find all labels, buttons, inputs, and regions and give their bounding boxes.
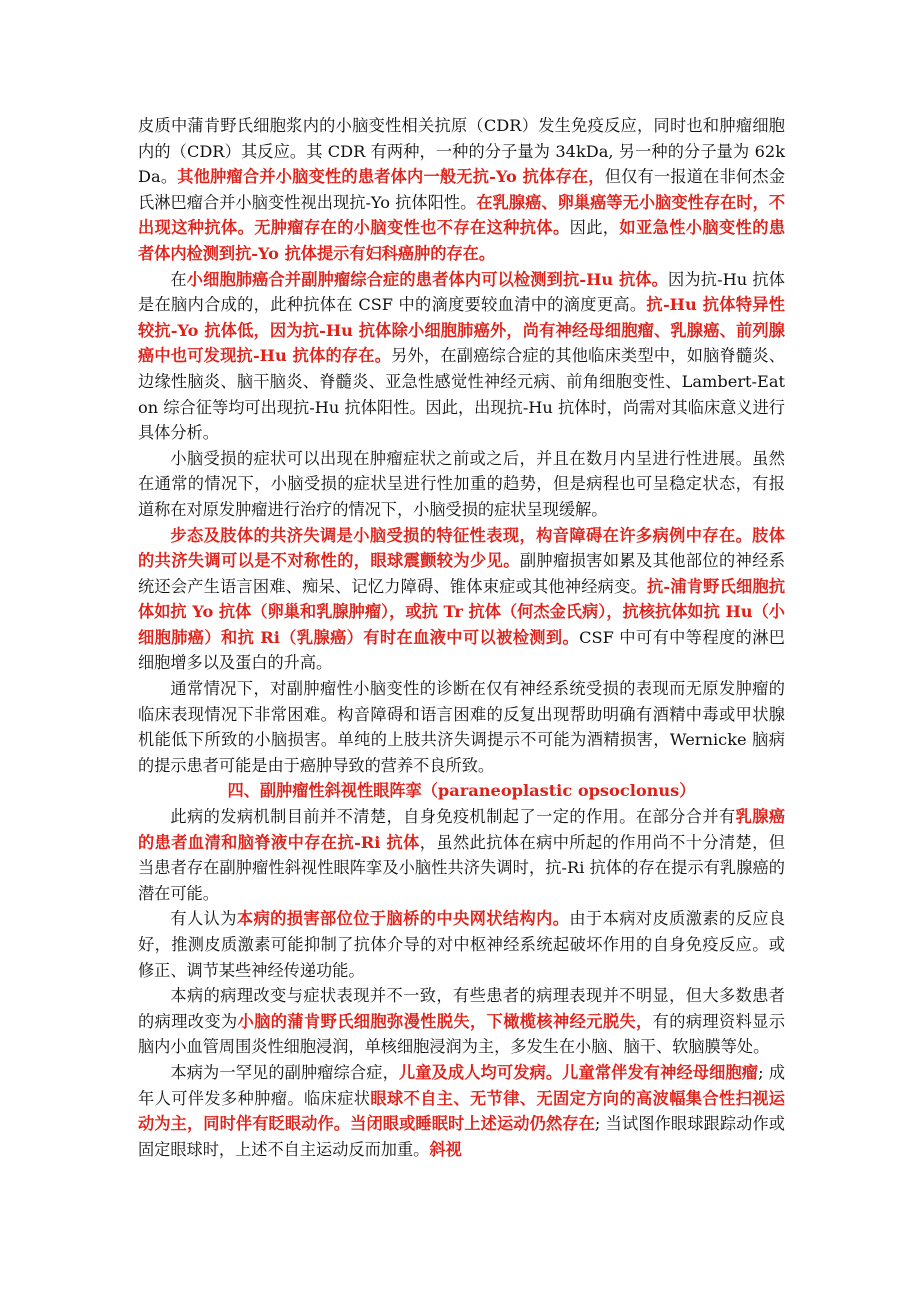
text-run: CSF 中可有中等程度的淋巴细胞增多以及蛋白的升高。 (138, 627, 785, 673)
document-body (138, 113, 785, 1162)
text-run: 有人认为 (170, 909, 237, 929)
text-run: 因为抗-Hu 抗体是在脑内合成的，此种抗体在 CSF 中的滴度要较血清中的滴度更高。 (138, 269, 785, 315)
text-run: 在 (170, 269, 187, 289)
highlighted-text: 小脑的蒲肯野氏细胞弥漫性脱失，下橄榄核神经元脱失， (237, 1011, 653, 1031)
text-run: 此病的发病机制目前并不清楚，自身免疫机制起了一定的作用。在部分合并有 (170, 807, 736, 827)
text-run: 由于本病对皮质激素的反应良好，推测皮质激素可能抑制了抗体介导的对中枢神经系统起破坏作用的自身免疫反应。或修正、调节某些神经传递功能。 (138, 909, 786, 980)
text-run: 副肿瘤损害如累及其他部位的神经系统还会产生语言困难、痴呆、记忆力障碍、锥体束症或其他神经病变。 (138, 551, 786, 596)
highlighted-text: 本病的损害部位位于脑桥的中央网状结构内。 (236, 909, 570, 929)
highlighted-text: 乳腺癌的患者血清和脑脊液中存在抗-Ri 抗体 (138, 807, 786, 852)
text-run: 因此， (569, 218, 620, 238)
text-run: 本病为一罕见的副肿瘤综合症， (170, 1062, 399, 1082)
text-run: 通常情况下，对副肿瘤性小脑变性的诊断在仅有神经系统受损的表现而无原发肿瘤的临床表现情况下非常困难。构音障碍和语言困难的反复出现帮助明确有酒精中毒或甲状腺机能低下所致的小脑损害。单纯的上肢共济失调提示不可能为酒精损害，Wernicke 脑病的提示患者可能是由于癌肿导致的营养不良所致。 (138, 679, 785, 775)
text-run: 小脑受损的症状可以出现在肿瘤症状之前或之后，并且在数月内呈进行性进展。虽然在通常的情况下，小脑受损的症状呈进行性加重的趋势，但是病程也可呈稳定状态，有报道称在对原发肿瘤进行治疗的情况下，小脑受损的症状呈现缓解。 (138, 448, 785, 519)
highlighted-text: 抗-浦肯野氏细胞抗体如抗 Yo 抗体（卵巢和乳腺肿瘤），或抗 Tr 抗体（何杰金氏病），抗核抗体如抗 Hu（小细胞肺癌）和抗 Ri（乳腺癌）有时在血液中可以被检测到。 (138, 576, 786, 647)
body-paragraph (138, 113, 785, 267)
highlighted-text: 眼球不自主、无节律、无固定方向的高波幅集合性扫视运动为主，同时伴有眨眼动作。当闭眼或睡眠时上述运动仍然存在 (138, 1088, 785, 1134)
highlighted-text: 其他肿瘤合并小脑变性的患者体内一般无抗-Yo 抗体存在， (177, 167, 605, 187)
text-run: 但仅有一报道在非何杰金氏淋巴瘤合并小脑变性视出现抗-Yo 抗体阳性。 (138, 167, 786, 212)
document-page (138, 113, 785, 1162)
text-run: 四、副肿瘤性斜视性眼阵挛（paraneoplastic opsoclonus） (227, 781, 696, 801)
section-heading (138, 778, 785, 804)
highlighted-text: 步态及肢体的共济失调是小脑受损的特征性表现，构音障碍在许多病例中存在。肢体的共济失调可以是不对称性的，眼球震颤较为少见。 (138, 525, 785, 571)
highlighted-text: 斜视 (429, 1139, 462, 1159)
text-run: 有的病理资料显示脑内小血管周围炎性细胞浸润，单核细胞浸润为主，多发生在小脑、脑干、软脑膜等处。 (138, 1011, 786, 1057)
highlighted-text: 抗-Hu 抗体特异性较抗-Yo 抗体低，因为抗-Hu 抗体除小细胞肺癌外，尚有神经母细胞瘤、乳腺癌、前列腺癌中也可发现抗-Hu 抗体的存在。 (138, 295, 785, 366)
text-run: 本病的病理改变与症状表现并不一致，有些患者的病理表现并不明显，但大多数患者的病理改变为 (138, 986, 785, 1031)
text-run: 另外，在副癌综合症的其他临床类型中，如脑脊髓炎、边缘性脑炎、脑干脑炎、脊髓炎、亚急性感觉性神经元病、前角细胞变性、Lambert-Eaton 综合征等均可出现抗-Hu 抗体阳性。因此，出现抗-Hu 抗体时，尚需对其临床意义进行具体分析。 (138, 346, 785, 443)
highlighted-text: 在乳腺癌、卵巢癌等无小脑变性存在时，不出现这种抗体。无肿瘤存在的小脑变性也不存在这种抗体。 (138, 192, 786, 238)
text-run: ; 当试图作眼球跟踪动作或固定眼球时，上述不自主运动反而加重。 (138, 1114, 785, 1159)
body-paragraph (138, 804, 785, 906)
body-paragraph (138, 906, 785, 983)
text-run: ; 成年人可伴发多种肿瘤。临床症状 (138, 1062, 786, 1108)
highlighted-text: 如亚急性小脑变性的患者体内检测到抗-Yo 抗体提示有妇科癌肿的存在。 (138, 218, 786, 263)
body-paragraph (138, 676, 785, 778)
body-paragraph (138, 446, 785, 523)
text-run: ，虽然此抗体在病中所起的作用尚不十分清楚，但当患者存在副肿瘤性斜视性眼阵挛及小脑性共济失调时，抗-Ri 抗体的存在提示有乳腺癌的潜在可能。 (138, 832, 785, 903)
highlighted-text: 儿童及成人均可发病。儿童常伴发有神经母细胞瘤 (398, 1062, 759, 1082)
body-paragraph (138, 523, 785, 677)
body-paragraph (138, 1060, 785, 1162)
highlighted-text: 小细胞肺癌合并副肿瘤综合症的患者体内可以检测到抗-Hu 抗体。 (186, 269, 669, 289)
body-paragraph (138, 983, 785, 1060)
body-paragraph (138, 267, 785, 446)
text-run: 皮质中蒲肯野氏细胞浆内的小脑变性相关抗原（CDR）发生免疫反应，同时也和肿瘤细胞内的（CDR）其反应。其 CDR 有两种，一种的分子量为 34kDa, 另一种的分子量为 62kDa。 (138, 116, 785, 187)
